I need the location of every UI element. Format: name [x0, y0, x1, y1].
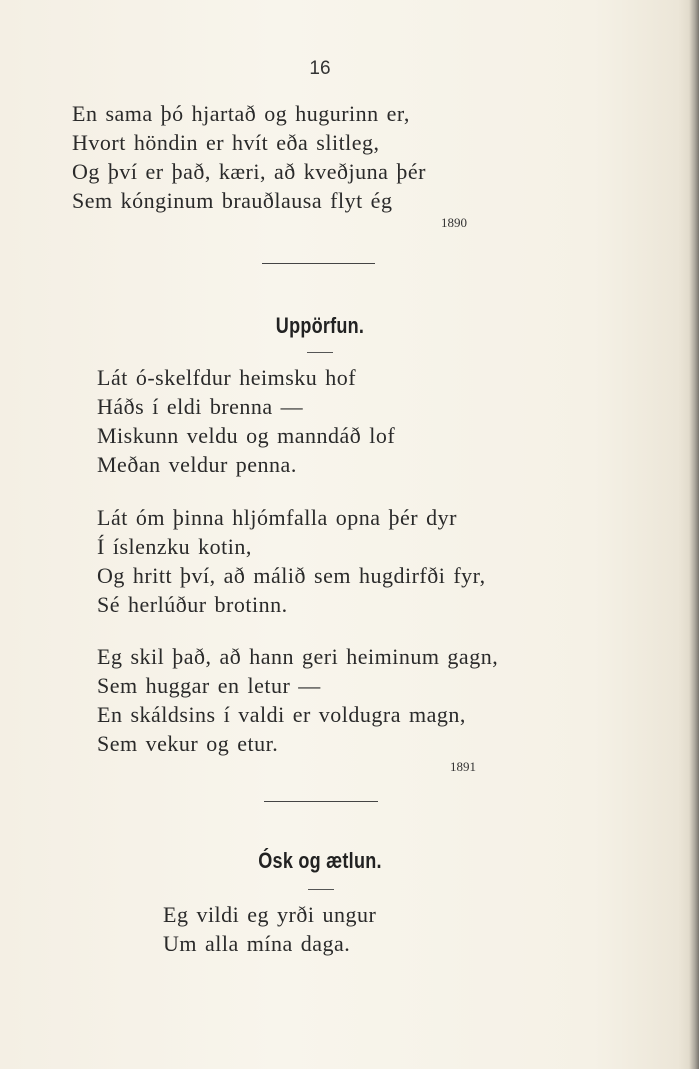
verse-line: Eg vildi eg yrði ungur — [163, 902, 377, 927]
title-rule — [308, 889, 334, 890]
verse-line: Sem kónginum brauðlausa flyt ég — [72, 188, 393, 213]
verse-line: Sé herlúður brotinn. — [97, 592, 288, 617]
verse-line: Háðs í eldi brenna — — [97, 394, 304, 419]
verse-line: Og því er það, kæri, að kveðjuna þér — [72, 159, 426, 184]
stanza — [97, 642, 498, 758]
verse-line: Miskunn veldu og manndáð lof — [97, 423, 396, 448]
verse-line: Og hritt því, að málið sem hugdirfði fyr, — [97, 563, 486, 588]
verse-line: Sem vekur og etur. — [97, 731, 279, 756]
poem-year: 1891 — [450, 759, 476, 774]
stanza — [72, 99, 426, 215]
verse-line: En skáldsins í valdi er voldugra magn, — [97, 702, 466, 727]
stanza — [97, 503, 486, 619]
stanza — [163, 900, 376, 958]
verse-line: Sem huggar en letur — — [97, 673, 321, 698]
poem-year: 1890 — [441, 215, 467, 230]
stanza — [97, 363, 395, 479]
poem-title: Uppörfun. — [275, 313, 365, 338]
verse-line: En sama þó hjartað og hugurinn er, — [72, 101, 410, 126]
verse-line: Eg skil það, að hann geri heiminum gagn, — [97, 644, 499, 669]
page-number: 16 — [309, 58, 331, 79]
poem-title: Ósk og ætlun. — [258, 848, 382, 873]
verse-line: Í íslenzku kotin, — [97, 534, 252, 559]
section-divider — [262, 263, 375, 264]
verse-line: Hvort höndin er hvít eða slitleg, — [72, 130, 380, 155]
section-divider — [264, 801, 378, 802]
title-rule — [307, 352, 333, 353]
verse-line: Lát ó-skelfdur heimsku hof — [97, 365, 357, 390]
verse-line: Um alla mína daga. — [163, 931, 351, 956]
page-edge-shadow — [689, 0, 699, 1069]
verse-line: Lát óm þinna hljómfalla opna þér dyr — [97, 505, 457, 530]
verse-line: Meðan veldur penna. — [97, 452, 297, 477]
